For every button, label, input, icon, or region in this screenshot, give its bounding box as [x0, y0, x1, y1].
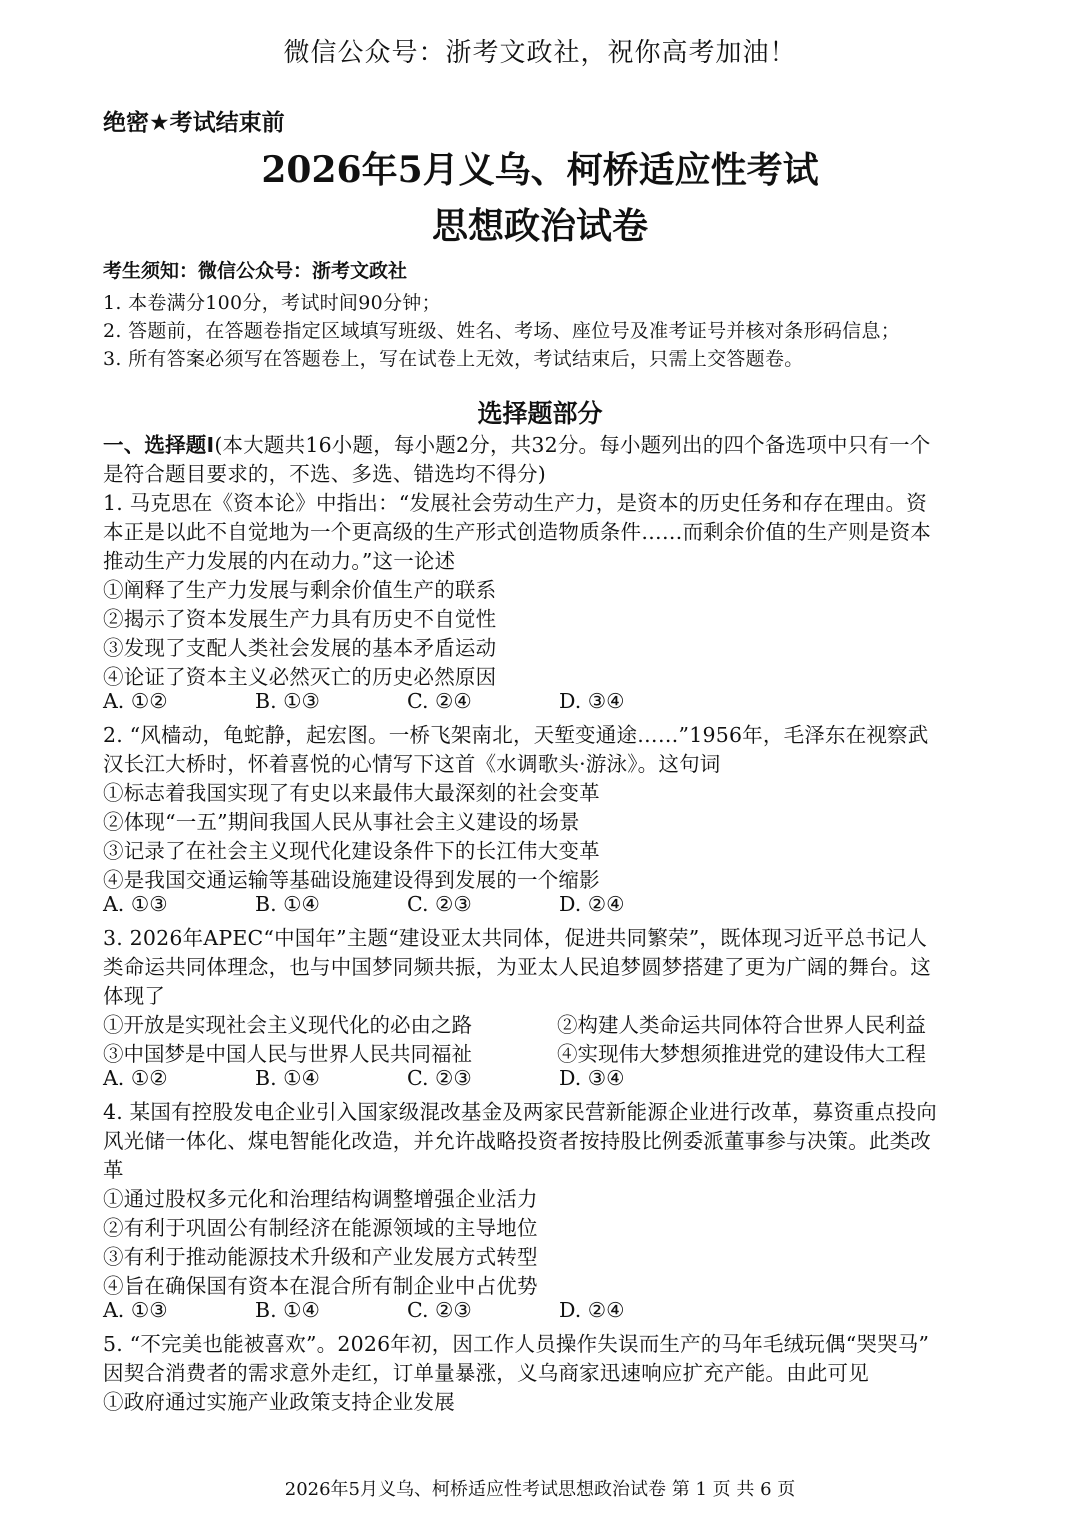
question-3-stem: 类命运共同体理念，也与中国梦同频共振，为亚太人民追梦圆梦搭建了更为广阔的舞台。这 — [103, 955, 931, 979]
question-2-choice-b: B. ①④ — [255, 892, 320, 916]
wechat-header: 微信公众号：浙考文政社，祝你高考加油！ — [283, 38, 797, 68]
question-1-item: ①阐释了生产力发展与剩余价值生产的联系 — [103, 578, 497, 602]
notice-heading: 考生须知：微信公众号：浙考文政社 — [103, 260, 408, 282]
question-4-choice-a: A. ①③ — [103, 1298, 168, 1322]
question-2-stem: 汉长江大桥时，怀着喜悦的心情写下这首《水调歌头·游泳》。这句词 — [103, 752, 721, 776]
exam-title: 2026年5月义乌、柯桥适应性考试 — [261, 149, 819, 191]
question-4-item: ④旨在确保国有资本在混合所有制企业中占优势 — [103, 1274, 538, 1298]
part-heading-bold: 一、选择题I — [103, 433, 215, 457]
exam-subject-title: 思想政治试卷 — [431, 205, 648, 247]
question-3-choice-d: D. ③④ — [559, 1066, 625, 1090]
question-2-stem: 2. “风樯动，龟蛇静，起宏图。一桥飞架南北，天堑变通途……”1956年，毛泽东在视察武 — [103, 723, 929, 747]
notice-item: 3. 所有答案必须写在答题卷上，写在试卷上无效，考试结束后，只需上交答题卷。 — [103, 348, 804, 370]
question-1-choice-c: C. ②④ — [407, 689, 472, 713]
question-1-stem: 本正是以此不自觉地为一个更高级的生产形式创造物质条件……而剩余价值的生产则是资本 — [103, 520, 931, 544]
question-1-stem: 推动生产力发展的内在动力。”这一论述 — [103, 549, 456, 573]
question-3-choice-c: C. ②③ — [407, 1066, 472, 1090]
part-heading — [103, 428, 930, 458]
question-4-choice-c: C. ②③ — [407, 1298, 472, 1322]
question-2-choice-a: A. ①③ — [103, 892, 168, 916]
question-4-choice-b: B. ①④ — [255, 1298, 320, 1322]
question-2-choice-d: D. ②④ — [559, 892, 625, 916]
question-1-choice-a: A. ①② — [103, 689, 168, 713]
question-3-stem: 体现了 — [103, 984, 166, 1008]
part-heading-line2: 是符合题目要求的，不选、多选、错选均不得分) — [103, 462, 546, 486]
question-3-choice-b: B. ①④ — [255, 1066, 320, 1090]
page-footer: 2026年5月义乌、柯桥适应性考试思想政治试卷 第 1 页 共 6 页 — [284, 1479, 796, 1500]
question-4-stem: 4. 某国有控股发电企业引入国家级混改基金及两家民营新能源企业进行改革，募资重点投向 — [103, 1100, 937, 1124]
question-2-item: ①标志着我国实现了有史以来最伟大最深刻的社会变革 — [103, 781, 600, 805]
question-4-item: ①通过股权多元化和治理结构调整增强企业活力 — [103, 1187, 538, 1211]
question-2-item: ③记录了在社会主义现代化建设条件下的长江伟大变革 — [103, 839, 600, 863]
part-heading-rest: (本大题共16小题，每小题2分，共32分。每小题列出的四个备选项中只有一个 — [214, 433, 931, 457]
question-2-item: ④是我国交通运输等基础设施建设得到发展的一个缩影 — [103, 868, 600, 892]
question-4-stem: 风光储一体化、煤电智能化改造，并允许战略投资者按持股比例委派董事参与决策。此类改 — [103, 1129, 931, 1153]
question-3-item: ②构建人类命运共同体符合世界人民利益 — [557, 1013, 926, 1037]
question-4-item: ③有利于推动能源技术升级和产业发展方式转型 — [103, 1245, 538, 1269]
question-5-item: ①政府通过实施产业政策支持企业发展 — [103, 1390, 455, 1414]
question-2-choice-c: C. ②③ — [407, 892, 472, 916]
question-5-stem: 5. “不完美也能被喜欢”。2026年初，因工作人员操作失误而生产的马年毛绒玩偶“哭哭马” — [103, 1332, 930, 1356]
question-1-choice-d: D. ③④ — [559, 689, 625, 713]
question-3-item: ①开放是实现社会主义现代化的必由之路 — [103, 1013, 472, 1037]
secret-label: 绝密★考试结束前 — [103, 110, 285, 136]
question-4-item: ②有利于巩固公有制经济在能源领域的主导地位 — [103, 1216, 538, 1240]
question-3-choice-a: A. ①② — [103, 1066, 168, 1090]
question-1-item: ②揭示了资本发展生产力具有历史不自觉性 — [103, 607, 497, 631]
question-3-stem: 3. 2026年APEC“中国年”主题“建设亚太共同体，促进共同繁荣”，既体现习近平总书记人 — [103, 926, 928, 950]
question-1-item: ④论证了资本主义必然灭亡的历史必然原因 — [103, 665, 497, 689]
section-title: 选择题部分 — [477, 399, 603, 428]
question-4-choice-d: D. ②④ — [559, 1298, 625, 1322]
question-1-stem: 1. 马克思在《资本论》中指出：“发展社会劳动生产力，是资本的历史任务和存在理由。资 — [103, 491, 927, 515]
question-3-item: ④实现伟大梦想须推进党的建设伟大工程 — [557, 1042, 926, 1066]
question-2-item: ②体现“一五”期间我国人民从事社会主义建设的场景 — [103, 810, 580, 834]
question-4-stem: 革 — [103, 1158, 124, 1182]
notice-item: 2. 答题前，在答题卷指定区域填写班级、姓名、考场、座位号及准考证号并核对条形码信息； — [103, 320, 901, 342]
question-1-choice-b: B. ①③ — [255, 689, 320, 713]
question-3-item: ③中国梦是中国人民与世界人民共同福祉 — [103, 1042, 472, 1066]
question-1-item: ③发现了支配人类社会发展的基本矛盾运动 — [103, 636, 497, 660]
notice-item: 1. 本卷满分100分，考试时间90分钟； — [103, 292, 441, 314]
question-5-stem: 因契合消费者的需求意外走红，订单量暴涨，义乌商家迅速响应扩充产能。由此可见 — [103, 1361, 869, 1385]
